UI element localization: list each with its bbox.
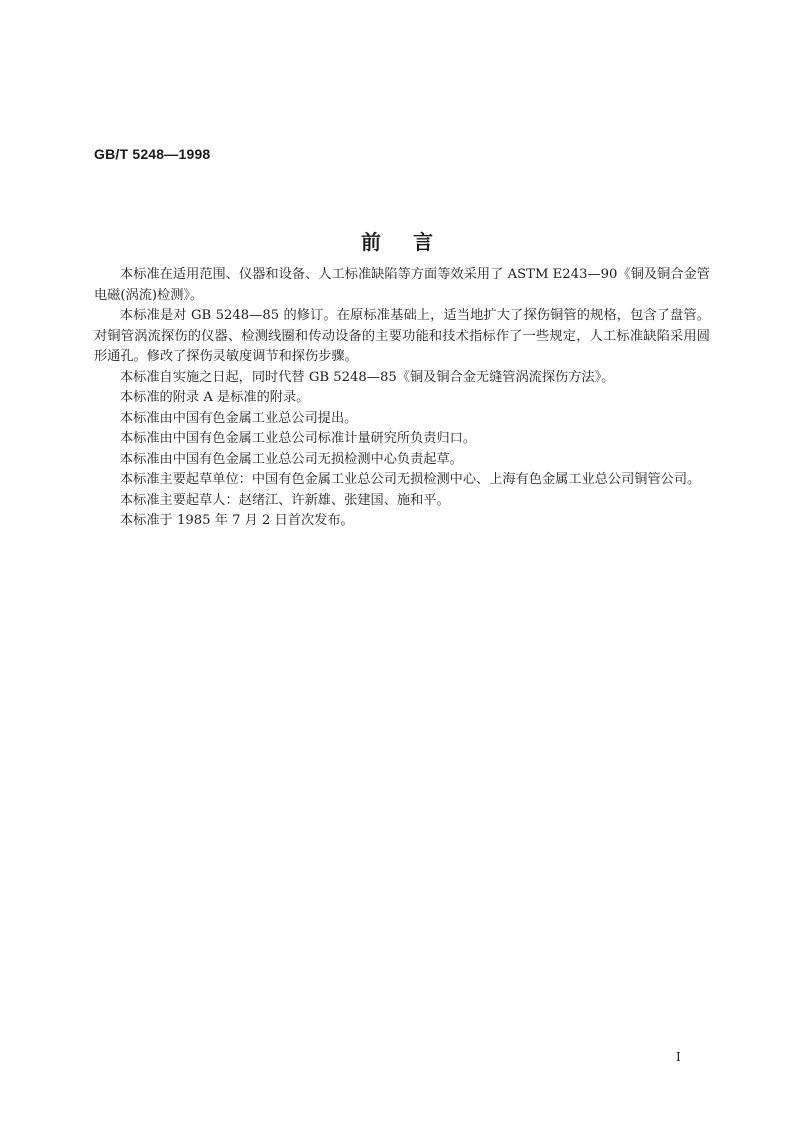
paragraph-first-release: 本标准于 1985 年 7 月 2 日首次发布。 xyxy=(120,513,354,528)
page-title: 前言 xyxy=(361,230,465,254)
paragraph-drafting-units: 本标准主要起草单位：中国有色金属工业总公司无损检测中心、上海有色金属工业总公司铜管公司。 xyxy=(120,472,701,487)
paragraph-scope: 本标准在适用范围、仪器和设备、人工标准缺陷等方面等效采用了 ASTM E243—90《铜及铜合金管电磁(涡流)检测》。 xyxy=(94,267,710,303)
preface-body xyxy=(94,265,710,532)
paragraph-proposer: 本标准由中国有色金属工业总公司提出。 xyxy=(120,410,358,426)
document-code: GB/T 5248—1998 xyxy=(94,146,211,162)
paragraph-drafting-persons: 本标准主要起草人：赵绪江、许新雄、张建国、施和平。 xyxy=(120,492,450,508)
paragraph-revision: 本标准是对 GB 5248—85 的修订。在原标准基础上，适当地扩大了探伤铜管的规格，包含了盘管。对铜管涡流探伤的仪器、检测线圈和传动设备的主要功能和技术指标作了一些规定，人工标准缺陷采用圆形通孔。修改了探伤灵敏度调节和探伤步骤。 xyxy=(94,308,710,364)
paragraph-replacement: 本标准自实施之日起，同时代替 GB 5248—85《铜及铜合金无缝管涡流探伤方法》。 xyxy=(120,369,615,385)
paragraph-appendix: 本标准的附录 A 是标准的附录。 xyxy=(120,390,310,405)
paragraph-drafter: 本标准由中国有色金属工业总公司无损检测中心负责起草。 xyxy=(120,451,463,467)
paragraph-administrator: 本标准由中国有色金属工业总公司标准计量研究所负责归口。 xyxy=(120,431,477,446)
page-number: I xyxy=(676,1050,681,1064)
